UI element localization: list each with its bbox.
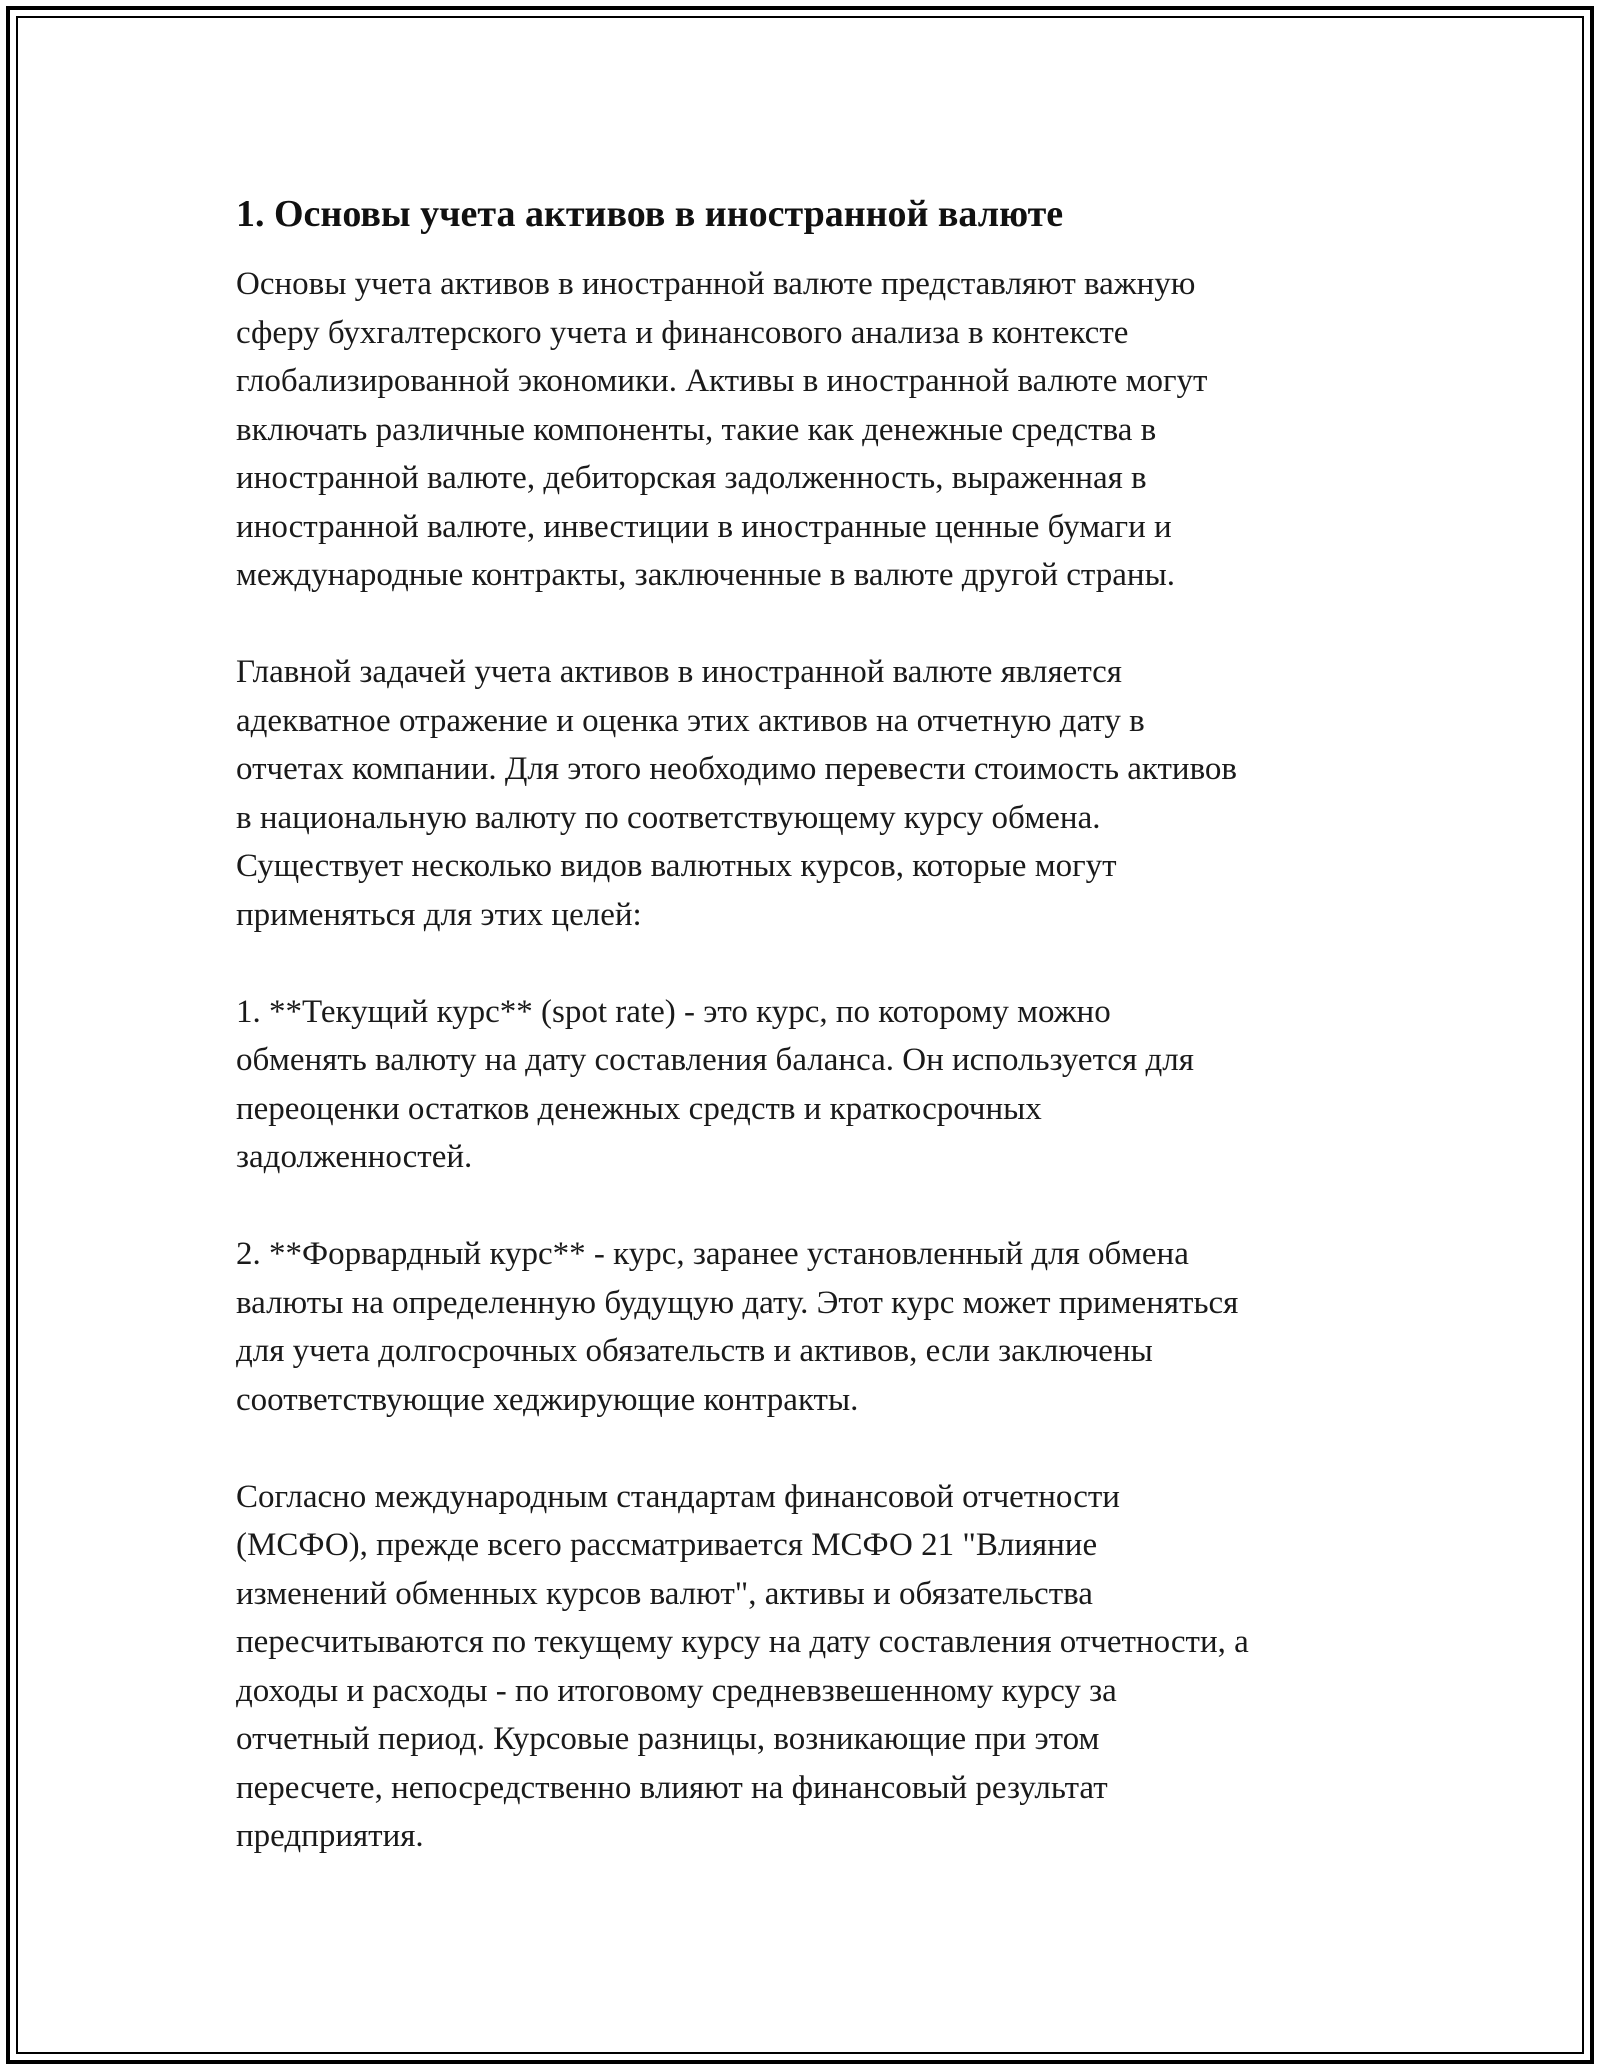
section-heading: 1. Основы учета активов в иностранной валюте bbox=[236, 193, 1064, 235]
paragraph-intro: Основы учета активов в иностранной валюте представляют важную сферу бухгалтерского учета и финансового анализа в контексте глобализированной экономики. Активы в иностранной валюте могут включать различные компоненты, такие как денежные средства в иностранной валюте, дебиторская задолженность, выраженная в иностранной валюте, инвестиции в иностранные ценные бумаги и международные контракты, заключенные в валюте другой страны. bbox=[236, 266, 1208, 593]
paragraph-ifrs: Согласно международным стандартам финансовой отчетности (МСФО), прежде всего рассматривается МСФО 21 "Влияние изменений обменных курсов валют", активы и обязательства пересчитываются по текущему курсу на дату составления отчетности, а доходы и расходы - по итоговому средневзвешенному курсу за отчетный период. Курсовые разницы, возникающие при этом пересчете, непосредственно влияют на финансовый результат предприятия. bbox=[236, 1478, 1249, 1854]
paragraph-forward-rate: 2. **Форвардный курс** - курс, заранее установленный для обмена валюты на определенную будущую дату. Этот курс может применяться для учета долгосрочных обязательств и активов, если заключены соответствующие хеджирующие контракты. bbox=[236, 1236, 1239, 1418]
paragraph-spot-rate: 1. **Текущий курс** (spot rate) - это курс, по которому можно обменять валюту на дату составления баланса. Он используется для переоценки остатков денежных средств и краткосрочных задолженностей. bbox=[236, 993, 1194, 1175]
paragraph-main-task: Главной задачей учета активов в иностранной валюте является адекватное отражение и оценка этих активов на отчетную дату в отчетах компании. Для этого необходимо перевести стоимость активов в национальную валюту по соответствующему курсу обмена. Существует несколько видов валютных курсов, которые могут применяться для этих целей: bbox=[236, 654, 1238, 933]
document-body bbox=[236, 190, 1366, 1861]
